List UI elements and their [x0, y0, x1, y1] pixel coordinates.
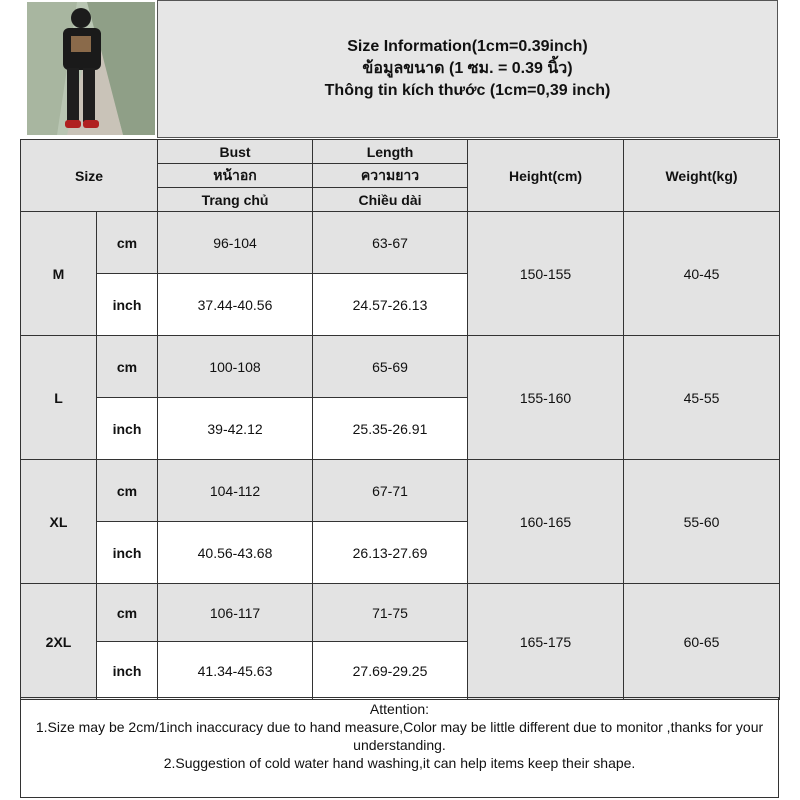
- height-header: Height(cm): [468, 140, 624, 212]
- model-photo-illustration: [27, 2, 155, 135]
- length-inch: 26.13-27.69: [313, 522, 468, 584]
- size-information-box: [157, 0, 778, 138]
- notes-line-1-cont: understanding.: [353, 737, 446, 753]
- length-inch: 25.35-26.91: [313, 398, 468, 460]
- bust-header-th: หน้าอก: [158, 164, 313, 188]
- length-header-en: Length: [313, 140, 468, 164]
- bust-inch: 40.56-43.68: [158, 522, 313, 584]
- size-chart: [20, 0, 779, 800]
- info-line-vi: Thông tin kích thước (1cm=0,39 inch): [324, 82, 611, 99]
- weight-range: 45-55: [624, 336, 780, 460]
- length-cm: 65-69: [313, 336, 468, 398]
- height-range: 150-155: [468, 212, 624, 336]
- length-cm: 63-67: [313, 212, 468, 274]
- bust-inch: 39-42.12: [158, 398, 313, 460]
- unit-cm: cm: [97, 336, 158, 398]
- size-name: 2XL: [21, 584, 97, 700]
- info-line-th: ข้อมูลขนาด (1 ซม. = 0.39 นิ้ว): [362, 60, 573, 77]
- notes-title: Attention:: [369, 701, 430, 717]
- table-row: [21, 460, 780, 522]
- unit-cm: cm: [97, 460, 158, 522]
- weight-range: 60-65: [624, 584, 780, 700]
- length-inch: 27.69-29.25: [313, 642, 468, 700]
- length-header-th: ความยาว: [313, 164, 468, 188]
- bust-header-vi: Trang chủ: [158, 188, 313, 212]
- bust-header-en: Bust: [158, 140, 313, 164]
- unit-inch: inch: [97, 642, 158, 700]
- unit-inch: inch: [97, 522, 158, 584]
- size-name: XL: [21, 460, 97, 584]
- notes-line-1: 1.Size may be 2cm/1inch inaccuracy due to hand measure,Color may be little different due to monitor ,thanks for your: [35, 719, 764, 735]
- table-row: [21, 584, 780, 642]
- info-line-en: Size Information(1cm=0.39inch): [347, 38, 588, 55]
- product-photo: [27, 2, 155, 135]
- bust-inch: 37.44-40.56: [158, 274, 313, 336]
- bust-cm: 96-104: [158, 212, 313, 274]
- bust-cm: 104-112: [158, 460, 313, 522]
- table-row: [21, 336, 780, 398]
- table-row: [21, 212, 780, 274]
- size-name: M: [21, 212, 97, 336]
- size-table: [20, 139, 780, 700]
- size-name: L: [21, 336, 97, 460]
- unit-cm: cm: [97, 212, 158, 274]
- length-cm: 71-75: [313, 584, 468, 642]
- attention-notes: [20, 697, 779, 798]
- unit-inch: inch: [97, 274, 158, 336]
- weight-range: 40-45: [624, 212, 780, 336]
- header: [20, 0, 779, 139]
- unit-inch: inch: [97, 398, 158, 460]
- bust-cm: 106-117: [158, 584, 313, 642]
- unit-cm: cm: [97, 584, 158, 642]
- length-cm: 67-71: [313, 460, 468, 522]
- table-header-row: [21, 140, 780, 164]
- size-header: Size: [21, 140, 158, 212]
- bust-cm: 100-108: [158, 336, 313, 398]
- weight-range: 55-60: [624, 460, 780, 584]
- weight-header: Weight(kg): [624, 140, 780, 212]
- length-header-vi: Chiều dài: [313, 188, 468, 212]
- notes-line-2: 2.Suggestion of cold water hand washing,it can help items keep their shape.: [163, 755, 636, 771]
- height-range: 165-175: [468, 584, 624, 700]
- bust-inch: 41.34-45.63: [158, 642, 313, 700]
- height-range: 160-165: [468, 460, 624, 584]
- height-range: 155-160: [468, 336, 624, 460]
- length-inch: 24.57-26.13: [313, 274, 468, 336]
